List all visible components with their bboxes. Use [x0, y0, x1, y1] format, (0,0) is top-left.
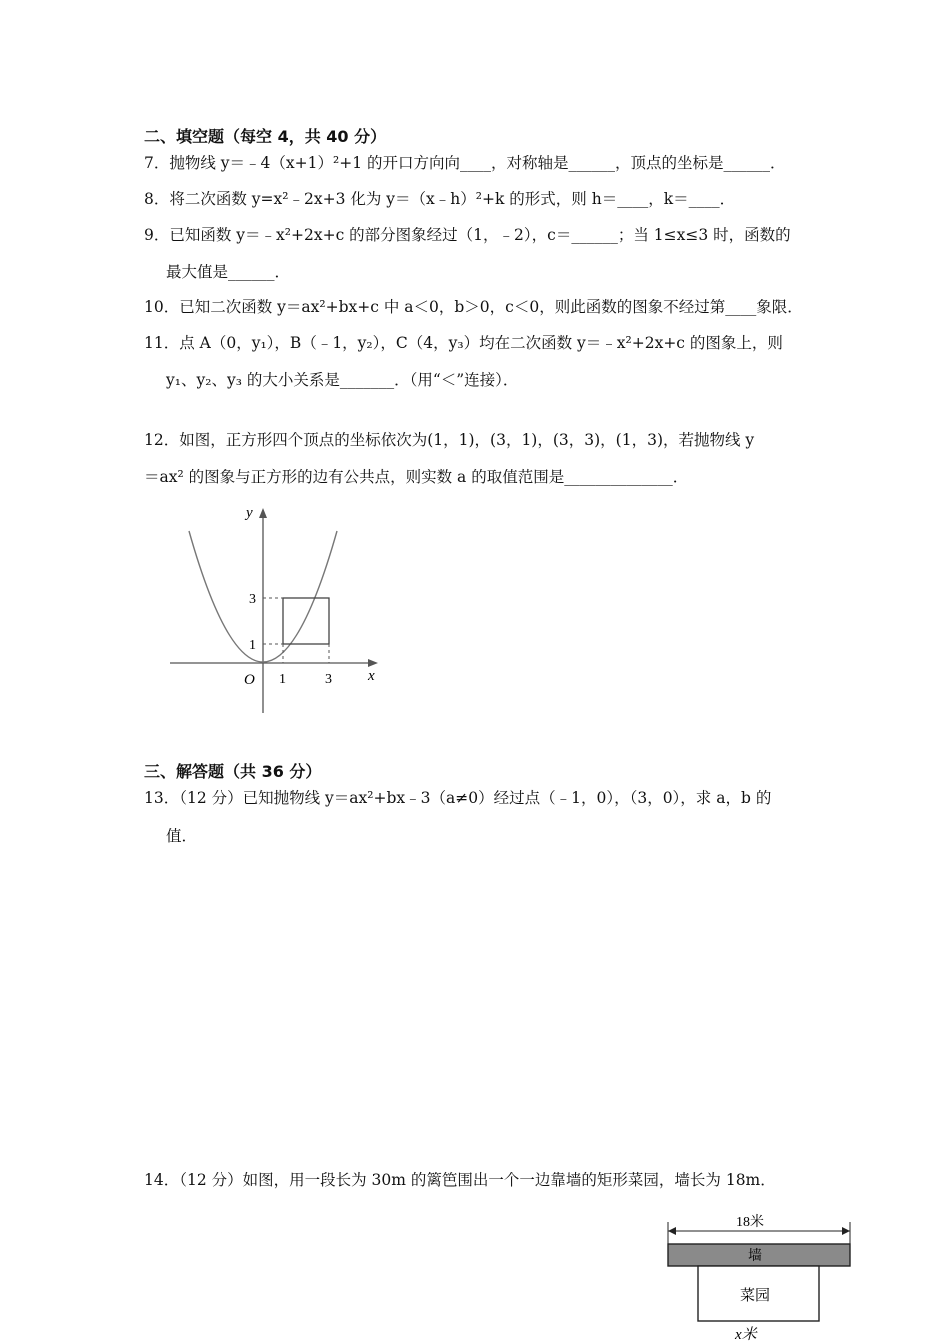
- parabola-square-figure: [160, 500, 400, 720]
- section-2-heading: 二、填空题（每空 4，共 40 分）: [144, 127, 387, 146]
- question-10: 10．已知二次函数 y＝ax²+bx+c 中 a＜0，b＞0，c＜0，则此函数的图象不经过第____象限．: [144, 298, 803, 316]
- question-9-continued: 最大值是______．: [166, 263, 291, 281]
- garden-figure: [660, 1210, 860, 1344]
- question-12-continued: ＝ax² 的图象与正方形的边有公共点，则实数 a 的取值范围是______________．: [144, 468, 689, 486]
- y-tick-1: 1: [249, 638, 256, 653]
- question-7: 7．抛物线 y＝﹣4（x+1）²+1 的开口方向向____，对称轴是______，顶点的坐标是______．: [144, 154, 786, 172]
- question-11-continued: y₁、y₂、y₃ 的大小关系是_______．（用“＜”连接）．: [166, 371, 519, 389]
- question-14: 14．（12 分）如图，用一段长为 30m 的篱笆围出一个一边靠墙的矩形菜园，墙长为 18m．: [144, 1171, 776, 1189]
- x-axis-arrow: [368, 659, 378, 667]
- origin-label: O: [244, 672, 255, 688]
- y-tick-3: 3: [249, 592, 256, 607]
- question-12: 12．如图，正方形四个顶点的坐标依次为(1，1)，(3，1)，(3，3)，(1，3)，若抛物线 y: [144, 431, 755, 449]
- wall-label: 墙: [748, 1249, 762, 1264]
- square: [283, 598, 329, 644]
- x-tick-1: 1: [279, 672, 286, 687]
- garden-label: 菜园: [740, 1288, 771, 1304]
- section-3-heading: 三、解答题（共 36 分）: [144, 762, 322, 781]
- y-axis-label: y: [246, 505, 253, 521]
- question-13-continued: 值．: [166, 827, 198, 845]
- y-axis-arrow: [259, 508, 267, 518]
- length-arrow-right: [842, 1227, 850, 1235]
- question-11: 11．点 A（0，y₁），B（﹣1，y₂），C（4，y₃）均在二次函数 y＝﹣x²+2x+c 的图象上，则: [144, 334, 783, 352]
- x-tick-3: 3: [325, 672, 332, 687]
- question-13: 13．（12 分）已知抛物线 y＝ax²+bx﹣3（a≠0）经过点（﹣1，0），（3，0），求 a，b 的: [144, 789, 772, 807]
- wall-length-label: 18米: [736, 1215, 764, 1230]
- question-8: 8．将二次函数 y=x²﹣2x+3 化为 y＝（x﹣h）²+k 的形式，则 h＝____，k＝____．: [144, 190, 736, 208]
- side-label: x米: [735, 1327, 757, 1343]
- question-9: 9．已知函数 y＝﹣x²+2x+c 的部分图象经过（1，﹣2），c＝______；当 1≤x≤3 时，函数的: [144, 226, 791, 244]
- length-arrow-left: [668, 1227, 676, 1235]
- x-axis-label: x: [368, 668, 375, 684]
